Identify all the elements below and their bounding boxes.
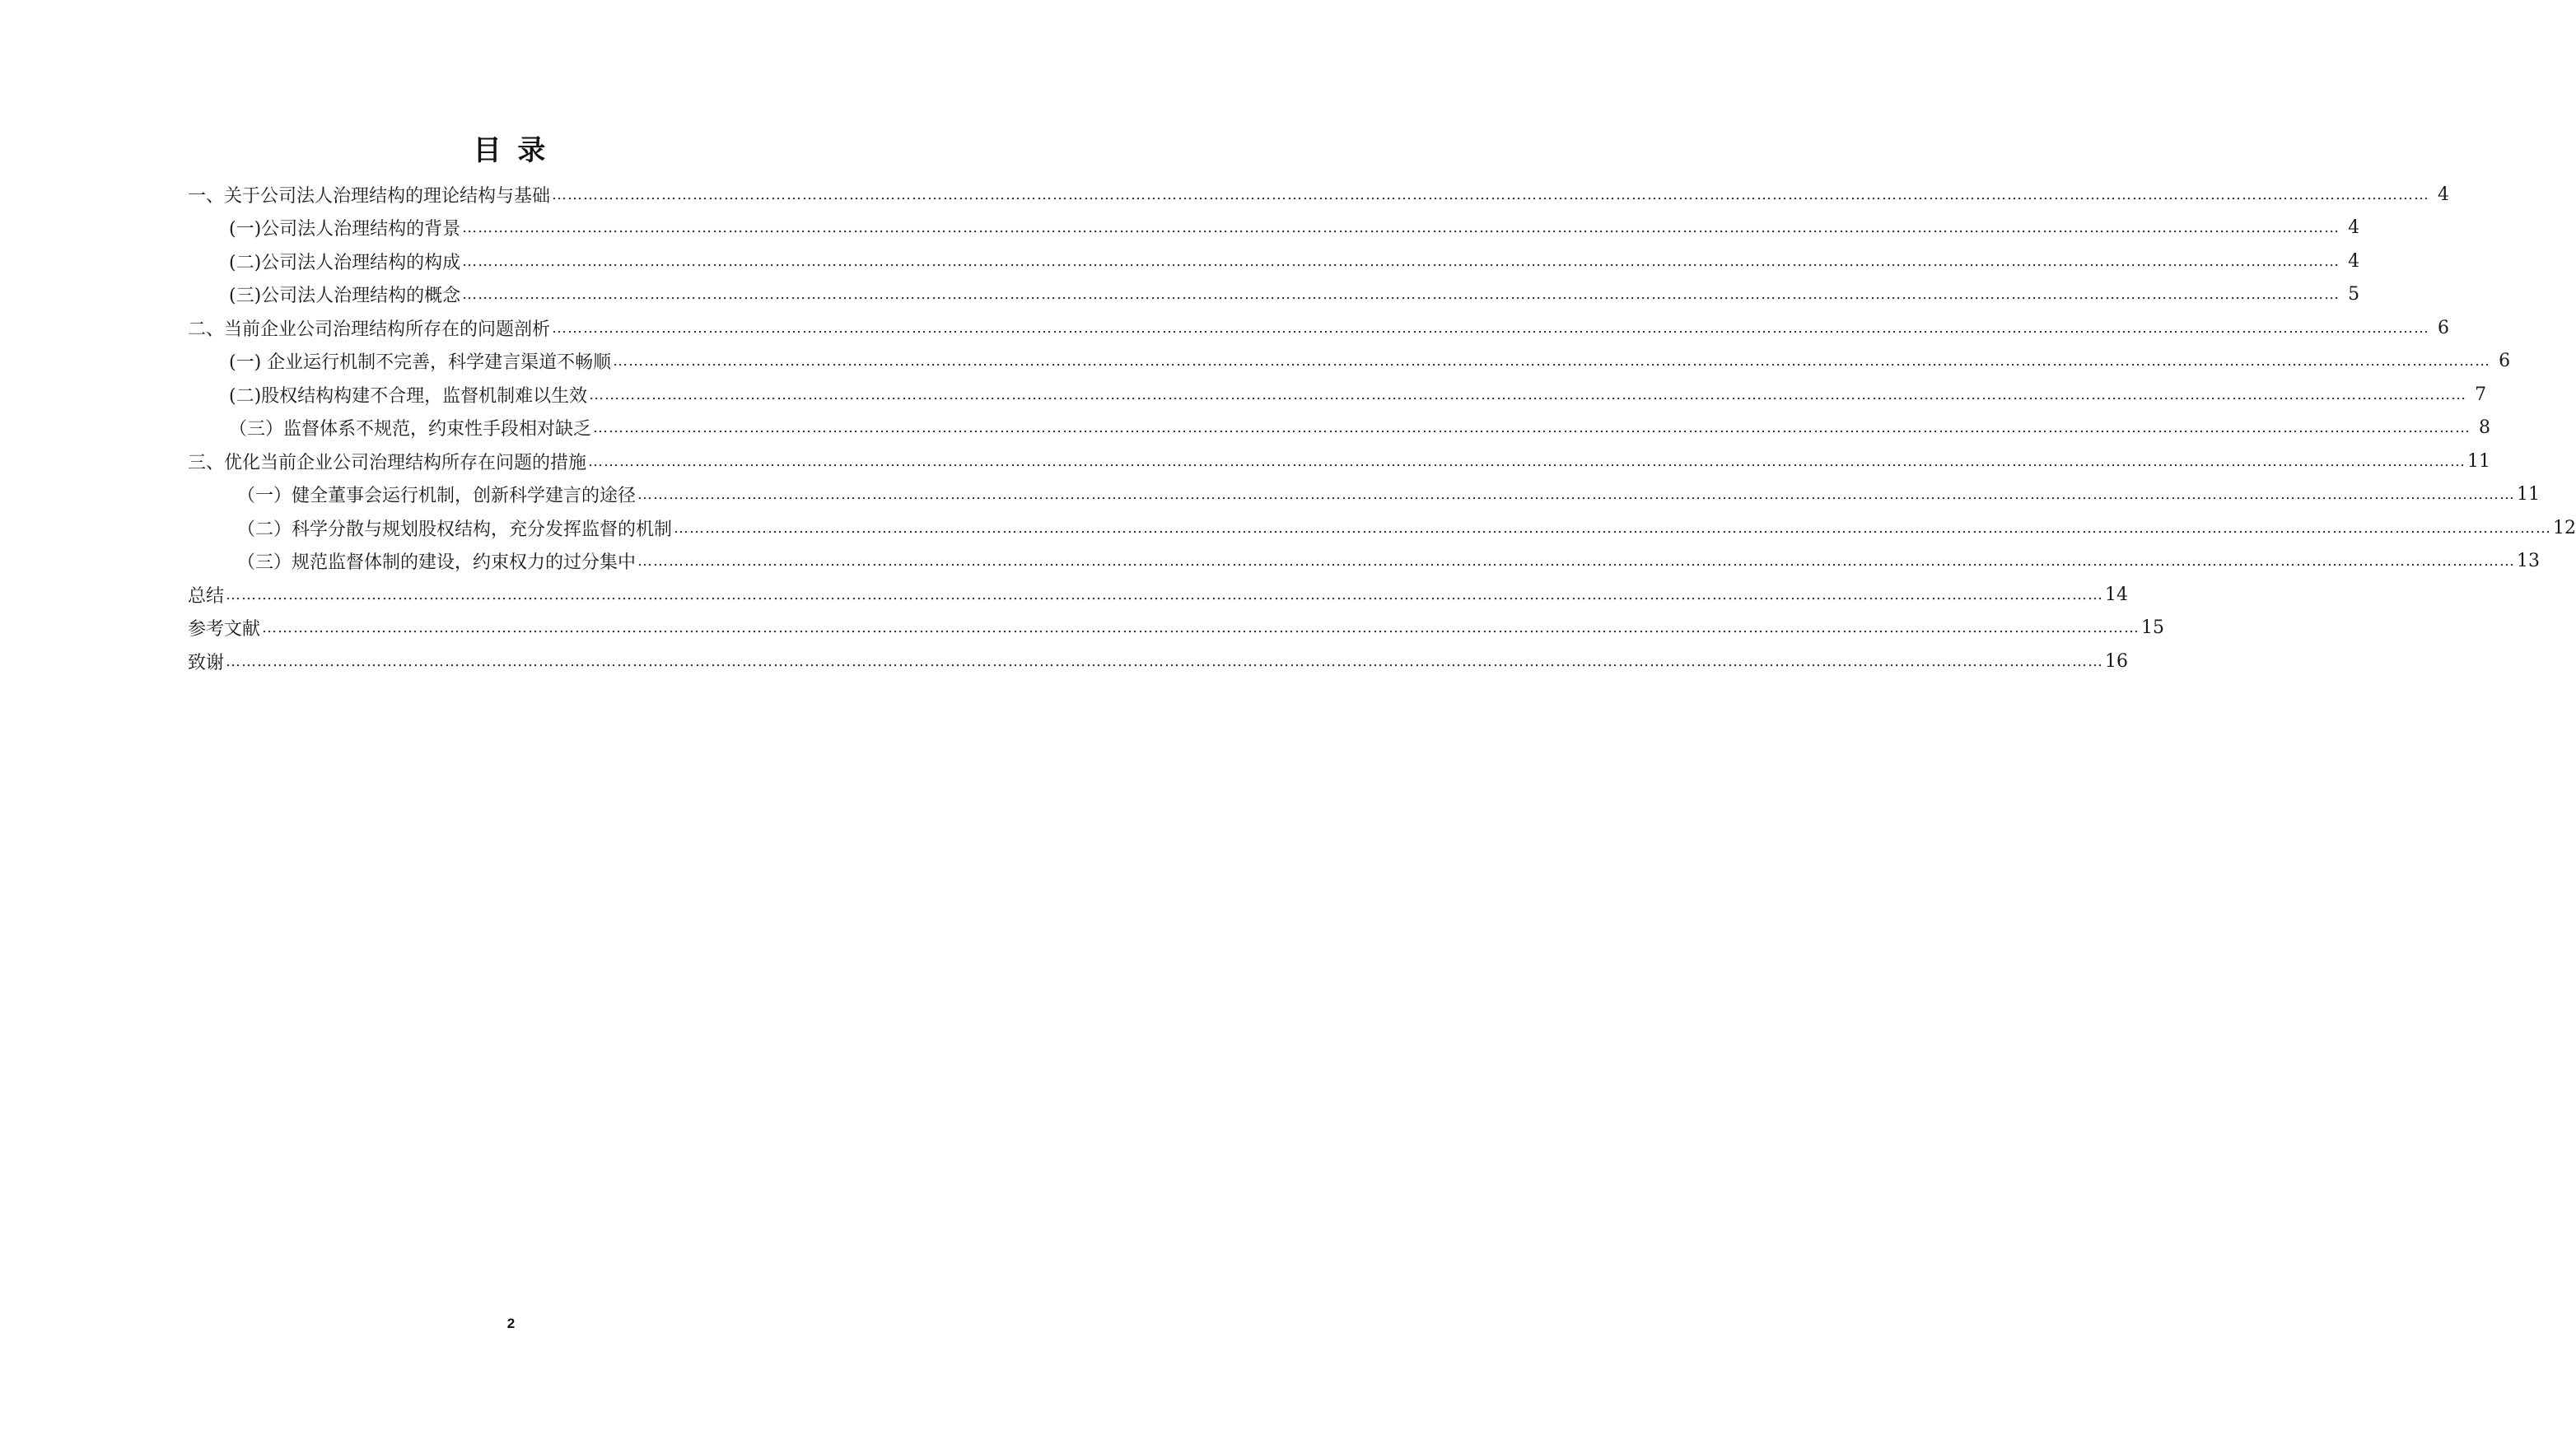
toc-entry-page: 4 [2348, 250, 2360, 272]
dot-leader: ……………………………………………………………………………………………………………………………………………………………………………………………………………………………………………………………………………………………………………………………… [462, 286, 2340, 304]
dot-leader: ……………………………………………………………………………………………………………………………………………………………………………………………………………………………………………………………………………………………………………………………… [588, 452, 2466, 470]
toc-entry-label: 三、优化当前企业公司治理结构所存在问题的措施 [188, 452, 587, 473]
toc-entry-label: 总结 [188, 585, 225, 607]
toc-entry[interactable] [188, 545, 2541, 579]
toc-entry[interactable] [188, 412, 2491, 445]
toc-entry-page: 12 [2553, 517, 2576, 538]
toc-entry[interactable] [188, 511, 2576, 545]
toc-entry[interactable] [188, 478, 2541, 512]
dot-leader: ……………………………………………………………………………………………………………………………………………………………………………………………………………………………………………………………………………………………………………………………… [589, 385, 2467, 403]
dot-leader: ……………………………………………………………………………………………………………………………………………………………………………………………………………………………………………………………………………………………………………………………… [613, 352, 2491, 370]
toc-entry-page: 15 [2141, 617, 2165, 639]
dot-leader: ……………………………………………………………………………………………………………………………………………………………………………………………………………………………………………………………………………………………………………………………… [593, 419, 2471, 437]
dot-leader: ……………………………………………………………………………………………………………………………………………………………………………………………………………………………………………………………………………………………………………………………… [637, 552, 2516, 571]
toc-entry-label: (一) 企业运行机制不完善，科学建言渠道不畅顺 [229, 352, 612, 374]
toc-entry-label: （二）科学分散与规划股权结构，充分发挥监督的机制 [237, 519, 673, 540]
toc-entry[interactable] [188, 445, 2491, 478]
toc-entry-page: 7 [2475, 384, 2487, 405]
toc-entry-label: 参考文献 [188, 619, 261, 640]
toc-entry-page: 4 [2348, 217, 2360, 239]
toc-entry[interactable] [188, 645, 2129, 678]
toc-entry-label: 一、关于公司法人治理结构的理论结构与基础 [188, 185, 551, 207]
toc-entry[interactable] [188, 578, 2129, 612]
toc-entry-page: 13 [2517, 551, 2541, 572]
toc-entry-page: 16 [2105, 650, 2129, 672]
toc-entry[interactable] [188, 612, 2165, 645]
dot-leader: ……………………………………………………………………………………………………………………………………………………………………………………………………………………………………………………………………………………………………………………………… [462, 219, 2340, 237]
toc-entry-page: 8 [2479, 417, 2491, 439]
toc-entry[interactable] [188, 345, 2511, 379]
toc-entry-label: (三)公司法人治理结构的概念 [229, 286, 461, 307]
toc-entry-label: （三）规范监督体制的建设，约束权力的过分集中 [237, 552, 637, 574]
toc-entry-page: 4 [2438, 184, 2450, 205]
toc-entry[interactable] [188, 245, 2360, 278]
toc-entry[interactable] [188, 278, 2360, 312]
toc-entry-page: 11 [2517, 484, 2541, 505]
toc-entry-label: 致谢 [188, 652, 225, 673]
dot-leader: ……………………………………………………………………………………………………………………………………………………………………………………………………………………………………………………………………………………………………………………………… [226, 652, 2104, 670]
dot-leader: ……………………………………………………………………………………………………………………………………………………………………………………………………………………………………………………………………………………………………………………………… [226, 585, 2104, 603]
dot-leader: ……………………………………………………………………………………………………………………………………………………………………………………………………………………………………………………………………………………………………………………………… [552, 185, 2430, 203]
toc-entry-page: 6 [2499, 351, 2511, 372]
toc-entry-label: (二)公司法人治理结构的构成 [229, 252, 461, 273]
toc-entry-page: 11 [2467, 450, 2491, 472]
toc-entry[interactable] [188, 311, 2450, 345]
toc-entry[interactable] [188, 178, 2450, 212]
toc-entry-page: 6 [2438, 317, 2450, 338]
table-of-contents [188, 178, 2576, 678]
dot-leader: ……………………………………………………………………………………………………………………………………………………………………………………………………………………………………………………………………………………………………………………………… [552, 319, 2430, 337]
toc-entry[interactable] [188, 378, 2487, 412]
toc-entry-page: 14 [2105, 584, 2129, 605]
page-number: 2 [506, 1316, 516, 1331]
toc-entry-label: （三）监督体系不规范，约束性手段相对缺乏 [229, 419, 592, 440]
dot-leader: ……………………………………………………………………………………………………………………………………………………………………………………………………………………………………………………………………………………………………………………………… [637, 486, 2516, 504]
toc-entry-label: 二、当前企业公司治理结构所存在的问题剖析 [188, 319, 551, 340]
dot-leader: ……………………………………………………………………………………………………………………………………………………………………………………………………………………………………………………………………………………………………………………………… [674, 519, 2552, 537]
toc-entry-label: （一）健全董事会运行机制，创新科学建言的途径 [237, 486, 637, 507]
toc-entry-label: (一)公司法人治理结构的背景 [229, 219, 461, 240]
dot-leader: ……………………………………………………………………………………………………………………………………………………………………………………………………………………………………………………………………………………………………………………………… [462, 252, 2340, 270]
dot-leader: ……………………………………………………………………………………………………………………………………………………………………………………………………………………………………………………………………………………………………………………………… [262, 619, 2140, 637]
toc-title: 目 录 [473, 134, 549, 167]
toc-entry-page: 5 [2348, 284, 2360, 305]
toc-entry[interactable] [188, 212, 2360, 245]
toc-entry-label: (二)股权结构构建不合理，监督机制难以生效 [229, 385, 588, 407]
